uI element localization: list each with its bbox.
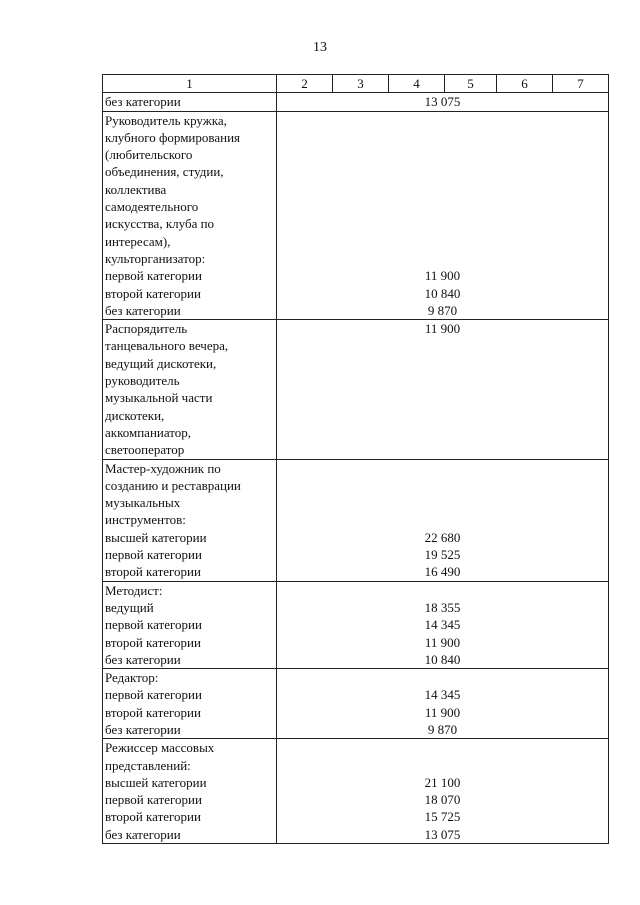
salary-value-line: 22 680 — [424, 529, 461, 545]
salary-value-line — [279, 198, 606, 215]
position-label — [103, 669, 277, 739]
table-row — [103, 581, 609, 668]
position-label-line: искусства, клуба по — [105, 216, 215, 232]
position-label-line: самодеятельного — [105, 199, 199, 215]
salary-value-line — [279, 355, 606, 372]
salary-value-line: 19 525 — [424, 547, 461, 563]
salary-value-line: 16 490 — [424, 564, 461, 580]
salary-value-line — [279, 511, 606, 528]
position-label-line: объединения, студии, — [105, 164, 224, 180]
position-label-line: музыкальных — [105, 495, 181, 511]
salary-value-line: 13 075 — [424, 826, 461, 842]
position-label-line: без категории — [105, 721, 181, 737]
salary-value — [277, 459, 609, 581]
position-label-line: второй категории — [105, 634, 201, 650]
position-label-line: Мастер-художник по — [105, 460, 221, 476]
position-label-line: второй категории — [105, 285, 201, 301]
salary-value-line — [279, 250, 606, 267]
salary-value-line: 14 345 — [424, 617, 461, 633]
salary-value-line: 10 840 — [424, 651, 461, 667]
position-label-line: высшей категории — [105, 529, 207, 545]
position-label-line: инструментов: — [105, 512, 186, 528]
salary-value — [277, 581, 609, 668]
salary-value-line: 21 100 — [424, 774, 461, 790]
position-label-line: культорганизатор: — [105, 250, 206, 266]
salary-table — [102, 74, 609, 844]
column-header: 4 — [389, 75, 445, 93]
salary-value-line: 10 840 — [424, 285, 461, 301]
table-row — [103, 459, 609, 581]
salary-value-line — [279, 112, 606, 129]
salary-value-line — [279, 163, 606, 180]
position-label-line: коллектива — [105, 181, 167, 197]
salary-value — [277, 111, 609, 320]
position-label-line: Руководитель кружка, — [105, 112, 227, 128]
position-label-line: без категории — [105, 651, 181, 667]
position-label — [103, 111, 277, 320]
salary-value-line: 9 870 — [427, 302, 458, 318]
position-label-line: первой категории — [105, 617, 202, 633]
table-row — [103, 739, 609, 844]
column-number-row — [103, 75, 609, 93]
salary-value-line — [279, 337, 606, 354]
column-header: 3 — [333, 75, 389, 93]
position-label — [103, 93, 277, 111]
position-label-line: второй категории — [105, 809, 201, 825]
salary-value-line — [279, 129, 606, 146]
position-label — [103, 739, 277, 844]
salary-value-line: 18 070 — [424, 792, 461, 808]
salary-value-line — [279, 407, 606, 424]
salary-value-line — [279, 233, 606, 250]
position-label-line: созданию и реставрации — [105, 477, 241, 493]
salary-value-line: 11 900 — [424, 634, 461, 650]
position-label-line: первой категории — [105, 687, 202, 703]
position-label-line: высшей категории — [105, 774, 207, 790]
position-label-line: представлений: — [105, 757, 191, 773]
salary-value-line — [279, 146, 606, 163]
table-row — [103, 111, 609, 320]
table-row — [103, 93, 609, 111]
position-label-line: (любительского — [105, 147, 193, 163]
salary-value-line — [279, 477, 606, 494]
salary-value-line — [279, 757, 606, 774]
salary-value — [277, 669, 609, 739]
position-label-line: танцевального вечера, — [105, 338, 229, 354]
position-label — [103, 459, 277, 581]
salary-value-line: 15 725 — [424, 809, 461, 825]
position-label-line: ведущий — [105, 599, 154, 615]
position-label-line: дискотеки, — [105, 407, 165, 423]
position-label-line: второй категории — [105, 704, 201, 720]
position-label-line: ведущий дискотеки, — [105, 355, 217, 371]
position-label-line: Методист: — [105, 582, 163, 598]
salary-value — [277, 320, 609, 459]
salary-value-line — [279, 582, 606, 599]
position-label-line: музыкальной части — [105, 390, 213, 406]
position-label-line: Распорядитель — [105, 321, 188, 337]
salary-value-line — [279, 181, 606, 198]
salary-value-line — [279, 372, 606, 389]
salary-value-line — [279, 460, 606, 477]
salary-value-line: 11 900 — [424, 321, 461, 337]
salary-value-line — [279, 441, 606, 458]
table-row — [103, 669, 609, 739]
salary-value-line — [279, 424, 606, 441]
salary-value-line: 14 345 — [424, 687, 461, 703]
position-label-line: Режиссер массовых — [105, 740, 215, 756]
position-label-line: без категории — [105, 826, 181, 842]
column-header: 7 — [553, 75, 609, 93]
salary-value-line: 11 900 — [424, 268, 461, 284]
salary-value-line — [279, 215, 606, 232]
table-row — [103, 320, 609, 459]
position-label-line: клубного формирования — [105, 129, 241, 145]
position-label-line: светооператор — [105, 442, 185, 458]
position-label-line: без категории — [105, 94, 181, 110]
position-label-line: первой категории — [105, 268, 202, 284]
position-label-line: интересам), — [105, 233, 171, 249]
column-header: 5 — [445, 75, 497, 93]
salary-value-line — [279, 494, 606, 511]
column-header: 6 — [497, 75, 553, 93]
salary-value-line — [279, 389, 606, 406]
column-header: 1 — [103, 75, 277, 93]
salary-value-line: 9 870 — [427, 721, 458, 737]
position-label — [103, 581, 277, 668]
position-label — [103, 320, 277, 459]
salary-value-line: 11 900 — [424, 704, 461, 720]
salary-value-line: 13 075 — [424, 94, 461, 110]
salary-value-line: 18 355 — [424, 599, 461, 615]
salary-value — [277, 739, 609, 844]
position-label-line: первой категории — [105, 547, 202, 563]
position-label-line: аккомпаниатор, — [105, 424, 192, 440]
salary-value — [277, 93, 609, 111]
position-label-line: первой категории — [105, 792, 202, 808]
salary-value-line — [279, 669, 606, 686]
position-label-line: руководитель — [105, 373, 180, 389]
position-label-line: без категории — [105, 302, 181, 318]
column-header: 2 — [277, 75, 333, 93]
page-number: 13 — [313, 40, 327, 55]
position-label-line: второй категории — [105, 564, 201, 580]
salary-value-line — [279, 739, 606, 756]
position-label-line: Редактор: — [105, 670, 159, 686]
